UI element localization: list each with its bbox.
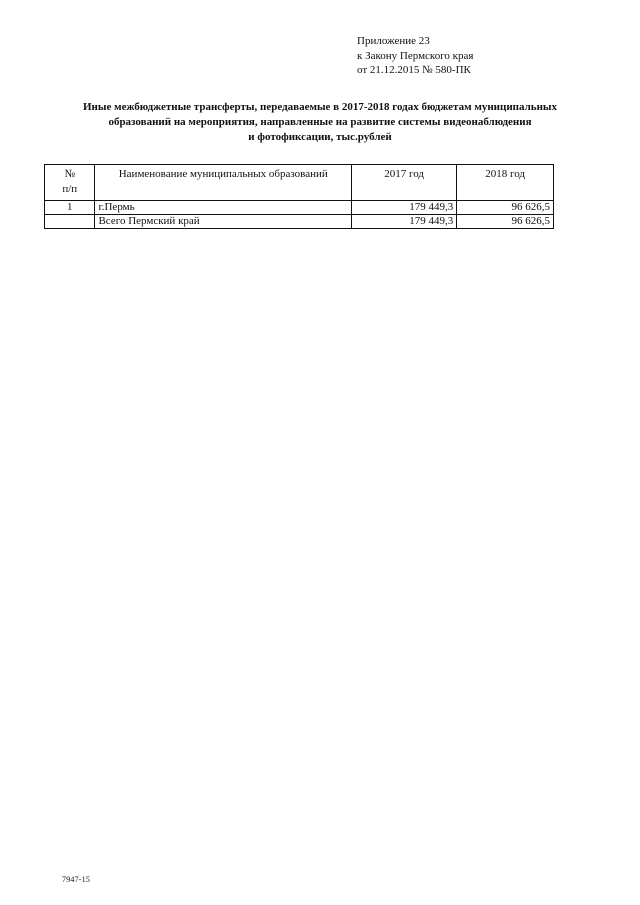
appendix-law: к Закону Пермского края (357, 49, 474, 62)
appendix-reference (357, 34, 473, 78)
total-value-2018: 96 626,5 (457, 215, 554, 229)
table-header-row (45, 165, 554, 201)
appendix-number: Приложение 23 (357, 35, 430, 47)
header-number-symbol: № (64, 168, 75, 180)
document-code: 7947-15 (62, 875, 91, 884)
document-title (40, 100, 600, 145)
title-line-1: Иные межбюджетные трансферты, передаваемые в 2017-2018 годах бюджетам муниципальных (82, 101, 558, 113)
transfers-table (44, 164, 554, 229)
table-total-row (45, 215, 554, 229)
header-number-abbr: п/п (62, 183, 78, 195)
header-municipality: Наименование муниципальных образований (95, 165, 352, 201)
header-number (45, 165, 95, 201)
row-number: 1 (45, 201, 95, 215)
header-2017: 2017 год (352, 165, 457, 201)
table-row (45, 201, 554, 215)
title-line-2: образований на мероприятия, направленные на развитие системы видеонаблюдения (108, 116, 532, 128)
header-2018: 2018 год (457, 165, 554, 201)
row-value-2017: 179 449,3 (352, 201, 457, 215)
appendix-date: от 21.12.2015 № 580-ПК (357, 64, 471, 76)
row-municipality: г.Пермь (95, 201, 352, 215)
total-value-2017: 179 449,3 (352, 215, 457, 229)
total-number (45, 215, 95, 229)
total-label: Всего Пермский край (95, 215, 352, 229)
title-line-3: и фотофиксации, тыс.рублей (248, 131, 392, 143)
row-value-2018: 96 626,5 (457, 201, 554, 215)
